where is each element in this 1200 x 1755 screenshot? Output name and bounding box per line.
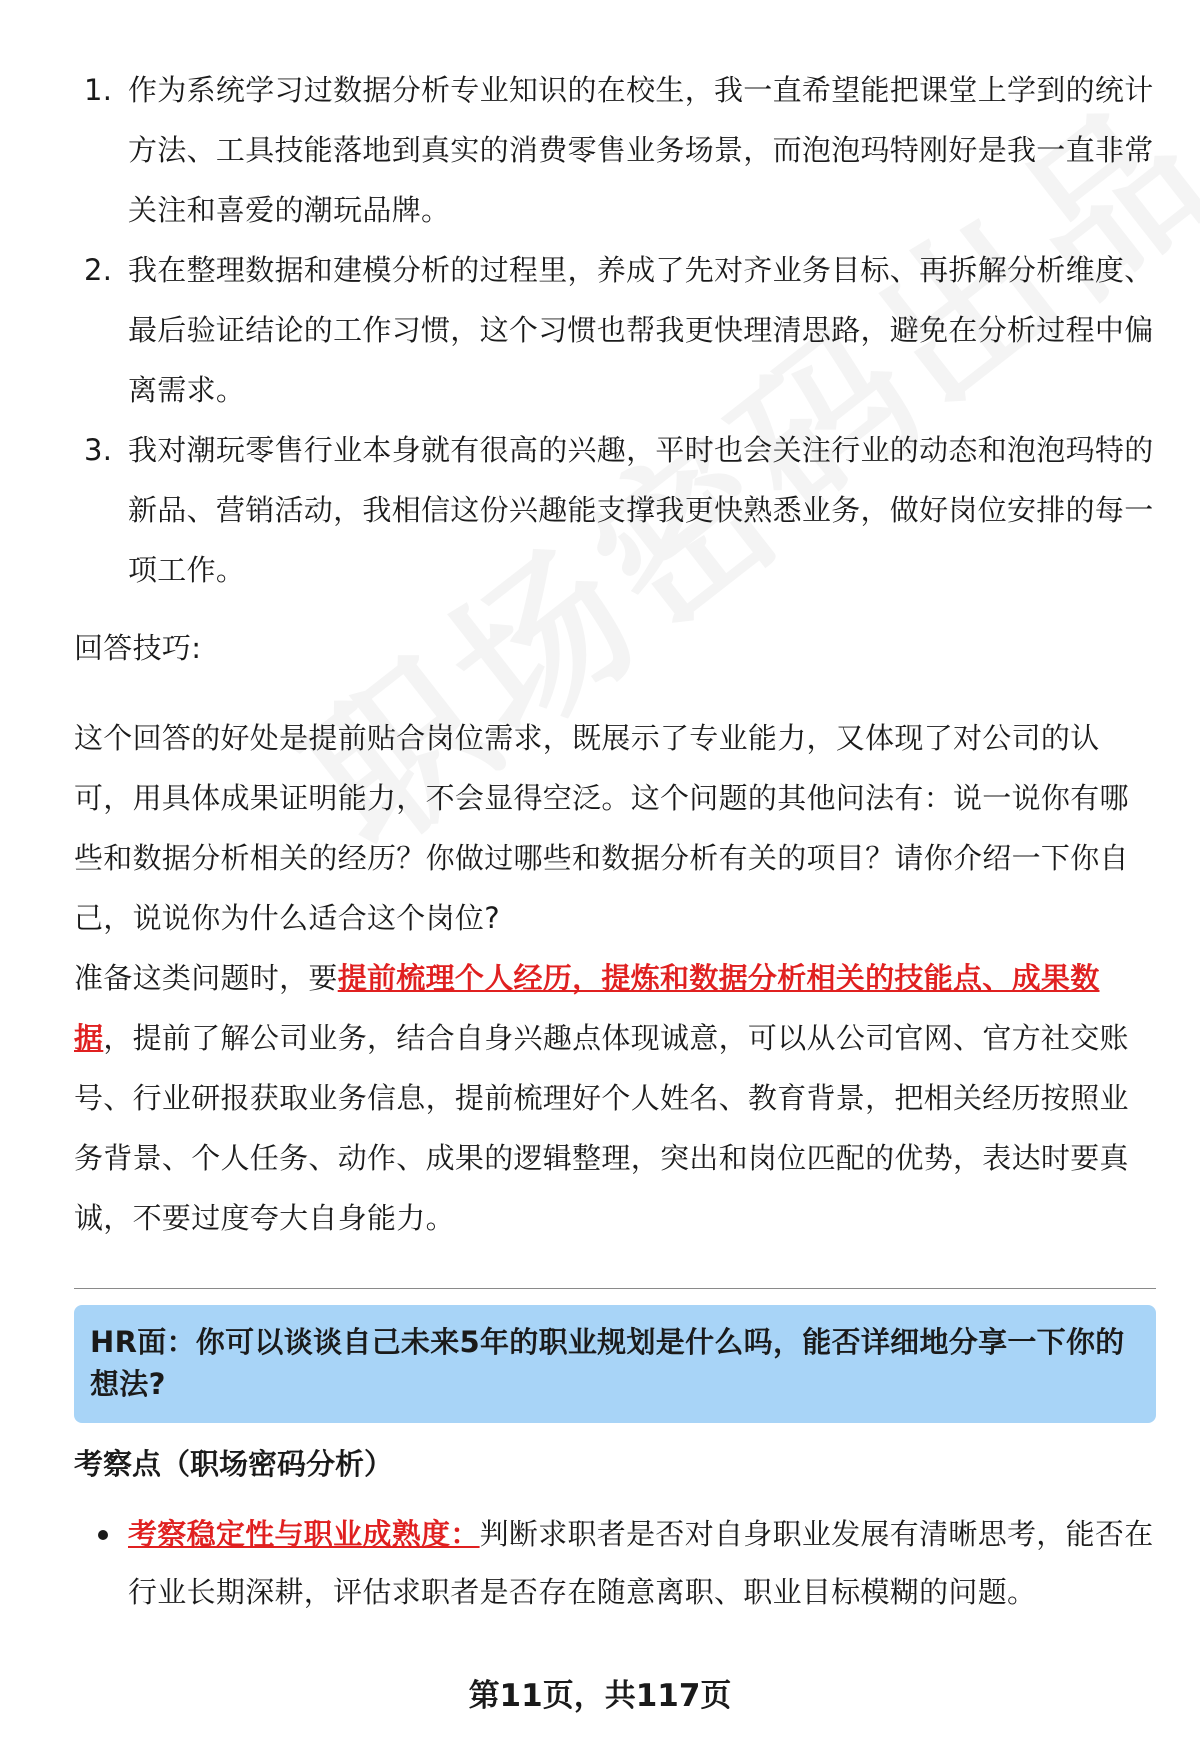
prep-highlight: 提前梳理个人经历，提炼和数据分析相关的技能点、成果数据 bbox=[74, 961, 1100, 1055]
list-item-text: 我对潮玩零售行业本身就有很高的兴趣，平时也会关注行业的动态和泡泡玛特的新品、营销活动，我相信这份兴趣能支撑我更快熟悉业务，做好岗位安排的每一项工作。 bbox=[128, 433, 1154, 587]
page-footer: 第11页，共117页 bbox=[468, 1678, 732, 1714]
list-item bbox=[74, 60, 1156, 240]
prep-prefix: 准备这类问题时，要 bbox=[74, 961, 338, 995]
hr-question-text: HR面：你可以谈谈自己未来5年的职业规划是什么吗，能否详细地分享一下你的想法? bbox=[90, 1325, 1125, 1401]
assessment-text: 判断求职者是否对自身职业发展有清晰思考，能否在行业长期深耕，评估求职者是否存在随意离职、职业目标模糊的问题。 bbox=[128, 1517, 1154, 1609]
list-marker: 2. bbox=[84, 253, 113, 287]
assessment-list bbox=[74, 1505, 1156, 1621]
list-marker: 1. bbox=[84, 73, 113, 107]
list-marker: 3. bbox=[84, 433, 113, 467]
hr-question-box bbox=[74, 1305, 1156, 1423]
assessment-heading: 考察点（职场密码分析） bbox=[74, 1447, 394, 1481]
list-item-text: 我在整理数据和建模分析的过程里，养成了先对齐业务目标、再拆解分析维度、最后验证结论的工作习惯，这个习惯也帮我更快理清思路，避免在分析过程中偏离需求。 bbox=[128, 253, 1154, 407]
tips-paragraph: 这个回答的好处是提前贴合岗位需求，既展示了专业能力，又体现了对公司的认可，用具体成果证明能力，不会显得空泛。这个问题的其他问法有：说一说你有哪些和数据分析相关的经历？你做过哪些和数据分析有关的项目？请你介绍一下你自己，说说你为什么适合这个岗位? bbox=[74, 721, 1129, 935]
list-item-text: 作为系统学习过数据分析专业知识的在校生，我一直希望能把课堂上学到的统计方法、工具技能落地到真实的消费零售业务场景，而泡泡玛特刚好是我一直非常关注和喜爱的潮玩品牌。 bbox=[128, 73, 1154, 227]
list-item bbox=[74, 1505, 1156, 1621]
prep-suffix: ，提前了解公司业务，结合自身兴趣点体现诚意，可以从公司官网、官方社交账号、行业研报获取业务信息，提前梳理好个人姓名、教育背景，把相关经历按照业务背景、个人任务、动作、成果的逻辑整理，突出和岗位匹配的优势，表达时要真诚，不要过度夸大自身能力。 bbox=[74, 1021, 1129, 1235]
assessment-label: 考察稳定性与职业成熟度： bbox=[128, 1517, 480, 1551]
answer-numbered-list bbox=[74, 60, 1156, 600]
list-item bbox=[74, 240, 1156, 420]
list-item bbox=[74, 420, 1156, 600]
tips-label: 回答技巧: bbox=[74, 631, 202, 665]
section-divider bbox=[74, 1288, 1156, 1289]
bullet-dot-icon bbox=[98, 1530, 108, 1540]
document-body bbox=[74, 60, 1156, 1621]
prep-paragraph bbox=[74, 948, 1156, 1248]
